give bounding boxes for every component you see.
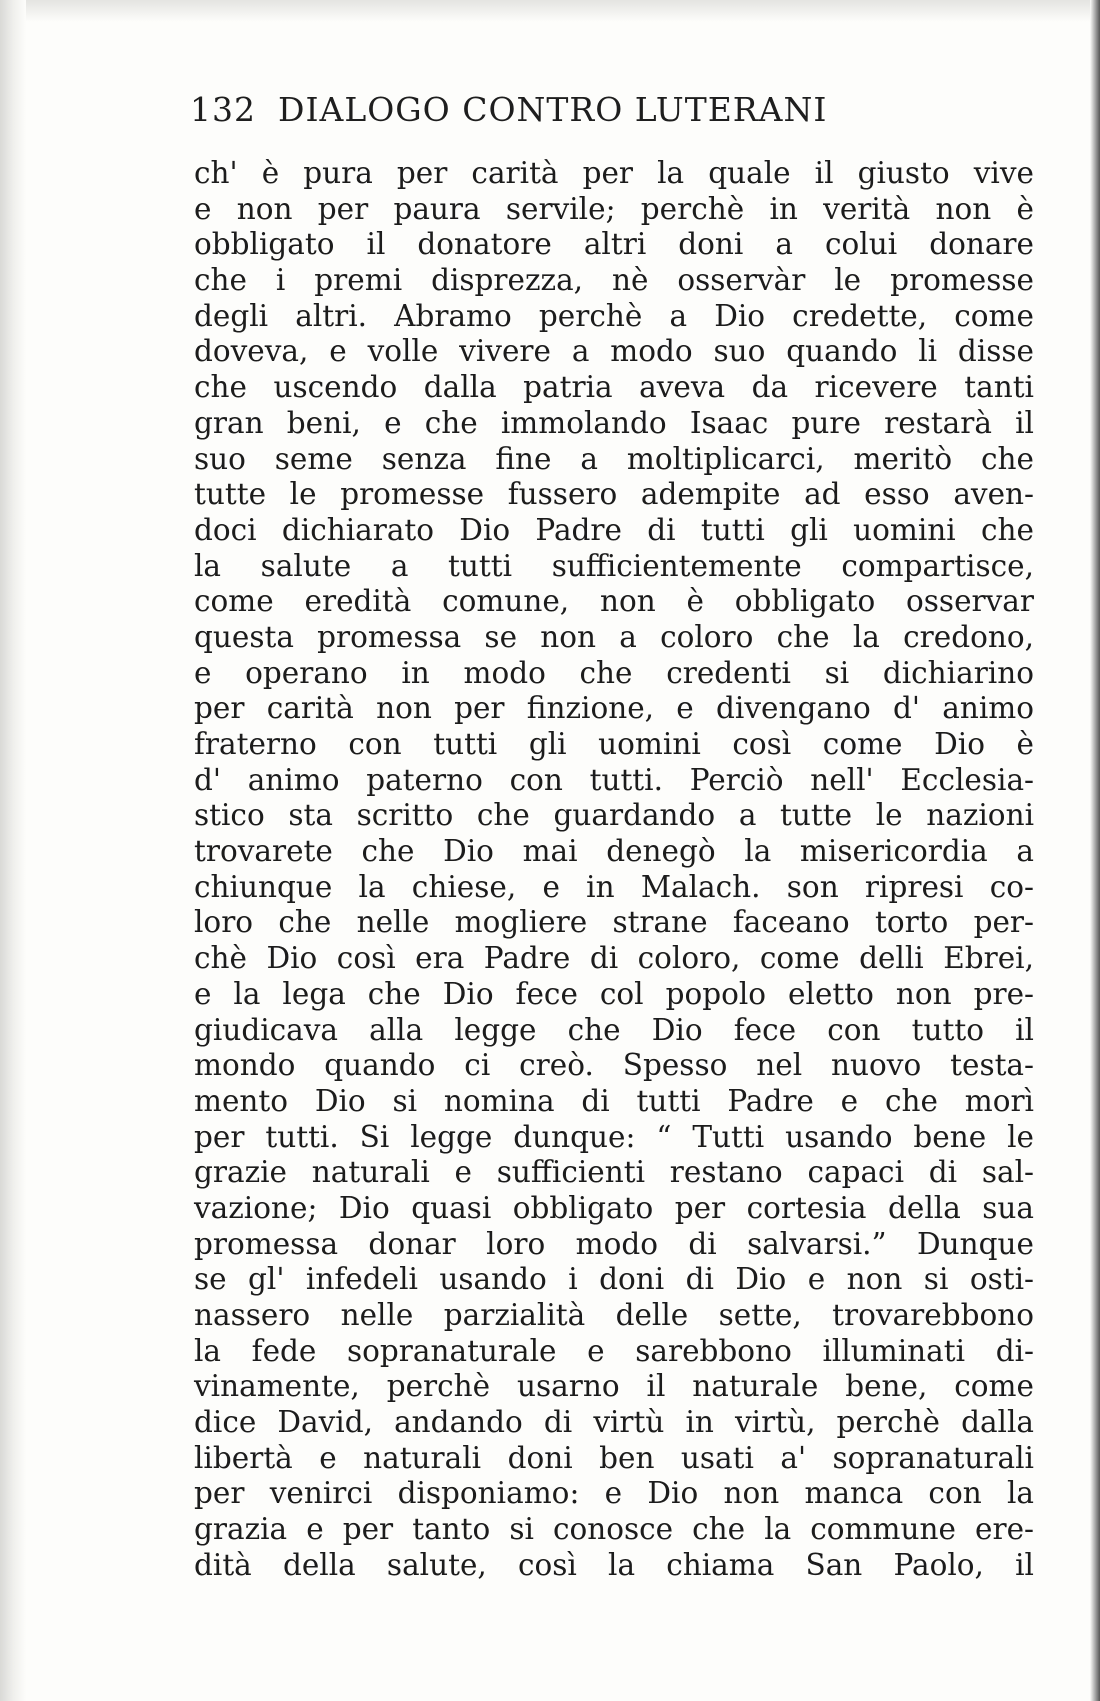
text-line: se gl' infedeli usando i doni di Dio e non si osti- [194, 1262, 1034, 1297]
text-line: grazia e per tanto si conosce che la commune ere- [194, 1512, 1034, 1547]
text-line: per carità non per finzione, e divengano d' animo [194, 691, 1034, 726]
text-line: tutte le promesse fussero adempite ad esso aven- [194, 477, 1034, 512]
text-line: chè Dio così era Padre di coloro, come delli Ebrei, [194, 941, 1034, 976]
scan-right-edge [1090, 0, 1100, 1701]
text-line: la salute a tutti sufficientemente compartisce, [194, 548, 1034, 583]
text-line: promessa donar loro modo di salvarsi.” Dunque [194, 1226, 1034, 1261]
text-line: come eredità comune, non è obbligato osservar [194, 584, 1034, 619]
text-line: obbligato il donatore altri doni a colui donare [194, 227, 1034, 262]
text-line: grazie naturali e sufficienti restano capaci di sal- [194, 1155, 1034, 1190]
text-line: suo seme senza fine a moltiplicarci, meritò che [194, 441, 1034, 476]
scan-left-edge [0, 0, 26, 1701]
text-line: chiunque la chiese, e in Malach. son ripresi co- [194, 869, 1034, 904]
text-line: trovarete che Dio mai denegò la misericordia a [194, 834, 1034, 869]
text-line: mento Dio si nomina di tutti Padre e che morì [194, 1083, 1034, 1118]
text-line: stico sta scritto che guardando a tutte le nazioni [194, 798, 1034, 833]
text-line: gran beni, e che immolando Isaac pure restarà il [194, 405, 1034, 440]
text-line: degli altri. Abramo perchè a Dio credette, come [194, 298, 1034, 333]
text-line: per tutti. Si legge dunque: “ Tutti usando bene le [194, 1119, 1034, 1154]
text-line: vazione; Dio quasi obbligato per cortesia della sua [194, 1190, 1034, 1225]
text-line: vinamente, perchè usarno il naturale bene, come [194, 1369, 1034, 1404]
text-line: doci dichiarato Dio Padre di tutti gli uomini che [194, 512, 1034, 547]
text-line: per venirci disponiamo: e Dio non manca con la [194, 1476, 1034, 1511]
text-line: dice David, andando di virtù in virtù, perchè dalla [194, 1405, 1034, 1440]
text-line: fraterno con tutti gli uomini così come Dio è [194, 727, 1034, 761]
text-line: d' animo paterno con tutti. Perciò nell' Ecclesia- [194, 762, 1034, 797]
text-line: ch' è pura per carità per la quale il giusto vive [194, 156, 1034, 190]
text-line: questa promessa se non a coloro che la credono, [194, 619, 1034, 654]
scan-top-edge [0, 0, 1100, 22]
text-line: che i premi disprezza, nè osservàr le promesse [194, 263, 1034, 298]
running-title: DIALOGO CONTRO LUTERANI [278, 90, 828, 129]
text-line: giudicava alla legge che Dio fece con tutto il [194, 1012, 1034, 1047]
text-line: dità della salute, così la chiama San Paolo, il [194, 1547, 1034, 1582]
text-line: e la lega che Dio fece col popolo eletto non pre- [194, 976, 1034, 1011]
text-line: la fede sopranaturale e sarebbono illuminati di- [194, 1333, 1034, 1368]
text-line: loro che nelle mogliere strane faceano torto per- [194, 905, 1034, 940]
text-line: libertà e naturali doni ben usati a' sopranaturali [194, 1440, 1034, 1475]
text-line: e operano in modo che credenti si dichiarino [194, 655, 1034, 690]
body-text [194, 156, 1034, 1584]
text-line: che uscendo dalla patria aveva da ricevere tanti [194, 370, 1034, 405]
text-line: mondo quando ci creò. Spesso nel nuovo testa- [194, 1048, 1034, 1083]
text-line: e non per paura servile; perchè in verità non è [194, 191, 1034, 226]
running-header [190, 90, 827, 129]
text-line: doveva, e volle vivere a modo suo quando li disse [194, 334, 1034, 369]
page-number: 132 [190, 90, 256, 129]
text-line: nassero nelle parzialità delle sette, trovarebbono [194, 1298, 1034, 1332]
